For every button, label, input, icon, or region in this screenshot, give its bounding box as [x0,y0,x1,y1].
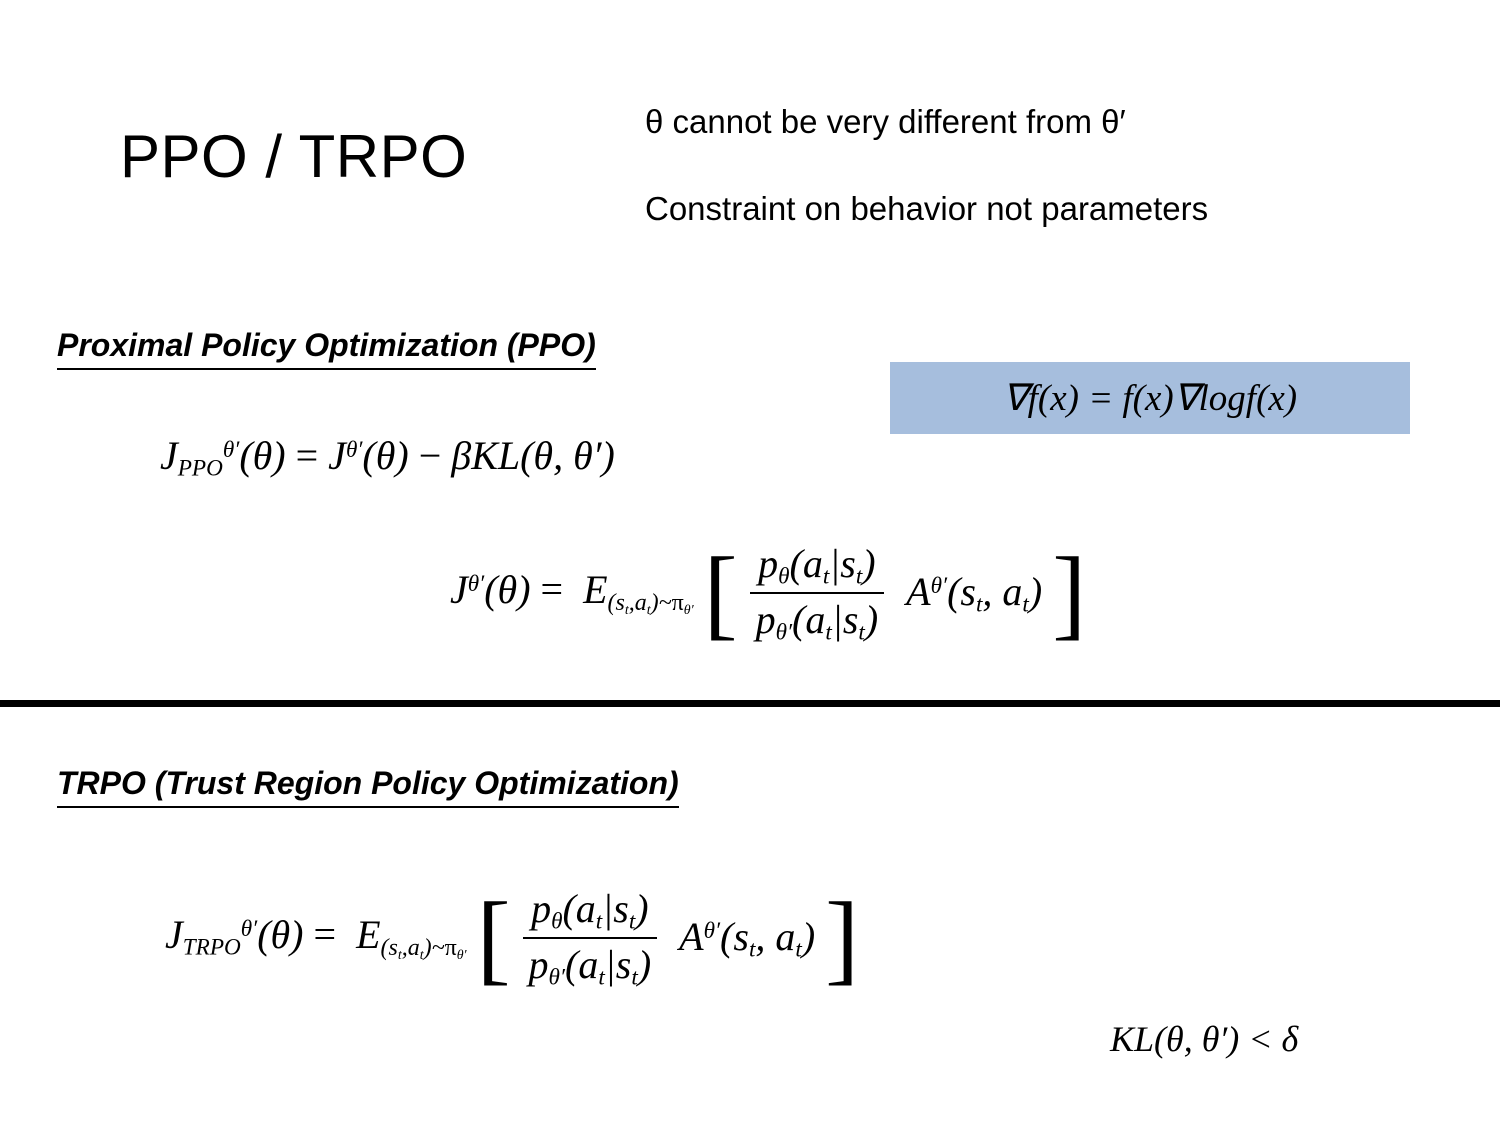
eq-ppo-minus: − [418,433,452,478]
equation-ppo-expectation [450,536,1087,650]
eq-ppo-lhs: $J_{PPO}^{\theta'}(\theta)$ [160,433,286,482]
eq-trpo-expectation-symbol: $E(s_t,a_t)\sim\pi_{\theta'}$ [356,911,467,963]
section-divider [0,700,1500,707]
highlight-formula: ∇f(x) = f(x)∇logf(x) [1002,378,1298,419]
eq-ppo-term1: $J^{\theta'}(\theta)$ [328,433,409,478]
bracket-close-icon: ] [825,881,860,995]
eq-trpo-advantage: $A^{\theta'}(s_t$, $a_t$) [669,914,816,963]
equation-kl-constraint: KL(θ, θ′) < δ [1110,1019,1299,1059]
eq-ppo-kl-term: βKL(θ, θ′) [451,433,615,478]
note-line-1: θ cannot be very different from θ′ [645,103,1126,140]
eq-ppo-equals: = [295,433,329,478]
eq-exp-ratio: $\frac{p_\theta(a_t|s_t)}{p_{\theta'}(a_t|s_t)}$ [748,540,887,647]
equation-ppo-objective [160,432,615,482]
bracket-open-icon: [ [476,881,511,995]
page-title: PPO / TRPO [120,123,468,190]
section-heading-ppo: Proximal Policy Optimization (PPO) [57,327,596,370]
equation-trpo-objective [165,881,860,995]
section-heading-trpo: TRPO (Trust Region Policy Optimization) [57,765,679,808]
eq-exp-lhs: $J^{\theta'}(\theta)$ [450,566,531,612]
bracket-close-icon: ] [1052,536,1087,650]
eq-trpo-lhs: $J_{TRPO}^{\theta'}(\theta)$ [165,911,304,961]
eq-exp-equals: = [540,566,584,612]
eq-exp-expectation-symbol: $E(s_t,a_t)\sim\pi_{\theta'}$ [583,566,694,618]
bracket-open-icon: [ [703,536,738,650]
highlight-box [890,362,1410,434]
eq-exp-advantage: $A^{\theta'}(s_t$, $a_t$) [896,569,1043,618]
eq-trpo-equals: = [313,911,357,957]
note-line-2: Constraint on behavior not parameters [645,190,1209,227]
eq-trpo-ratio: $\frac{p_\theta(a_t|s_t)}{p_{\theta'}(a_t|s_t)}$ [521,885,660,992]
